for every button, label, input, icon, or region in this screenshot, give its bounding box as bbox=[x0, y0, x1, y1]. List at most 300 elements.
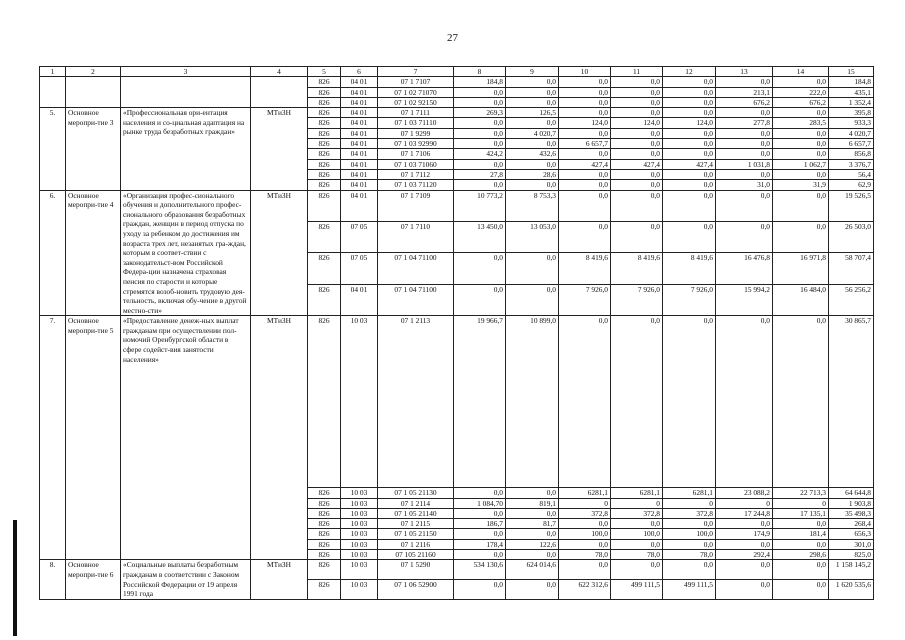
data-cell: 826 bbox=[308, 169, 341, 179]
data-cell: 0,0 bbox=[506, 488, 559, 498]
data-cell: 0,0 bbox=[506, 87, 559, 97]
margin-bar bbox=[13, 520, 17, 636]
data-cell: 656,3 bbox=[829, 529, 874, 539]
data-cell: 0,0 bbox=[506, 97, 559, 107]
data-cell: 0,0 bbox=[611, 190, 663, 221]
data-cell: 8 753,3 bbox=[506, 190, 559, 221]
data-cell: 181,4 bbox=[773, 529, 829, 539]
data-cell: 268,4 bbox=[829, 519, 874, 529]
data-cell: 826 bbox=[308, 159, 341, 169]
data-cell: 0,0 bbox=[663, 180, 716, 190]
data-cell: 04 01 bbox=[341, 159, 378, 169]
data-cell: 0,0 bbox=[559, 149, 611, 159]
header-cell: 13 bbox=[716, 67, 773, 77]
data-cell: 0,0 bbox=[611, 87, 663, 97]
data-cell: 07 05 bbox=[341, 221, 378, 252]
data-cell: 0,0 bbox=[454, 529, 506, 539]
data-cell: 04 01 bbox=[341, 169, 378, 179]
header-cell: 1 bbox=[40, 67, 66, 77]
data-cell: 10 03 bbox=[341, 550, 378, 560]
data-cell: 0,0 bbox=[663, 108, 716, 118]
data-cell: 07 1 7106 bbox=[378, 149, 454, 159]
data-cell: 0,0 bbox=[663, 221, 716, 252]
data-cell: 825,0 bbox=[829, 550, 874, 560]
event-name-cell: «Социальные выплаты безработным гражданам в соответствии с Законом Российской Федерации от 19 апреля 1991 года bbox=[121, 560, 251, 599]
data-cell: 16 971,8 bbox=[773, 253, 829, 284]
data-cell: 826 bbox=[308, 118, 341, 128]
table-row bbox=[40, 316, 874, 488]
data-cell: 07 05 bbox=[341, 253, 378, 284]
header-cell: 2 bbox=[66, 67, 121, 77]
data-cell: 22 713,3 bbox=[773, 488, 829, 498]
data-cell: 10 899,0 bbox=[506, 316, 559, 488]
data-cell: 07 1 02 71070 bbox=[378, 87, 454, 97]
data-cell: 826 bbox=[308, 508, 341, 518]
data-cell: 0,0 bbox=[454, 488, 506, 498]
data-cell: 10 03 bbox=[341, 539, 378, 549]
data-cell: 10 03 bbox=[341, 316, 378, 488]
data-cell: 0,0 bbox=[663, 128, 716, 138]
header-cell: 4 bbox=[251, 67, 308, 77]
data-cell: 0,0 bbox=[663, 149, 716, 159]
data-cell: 58 707,4 bbox=[829, 253, 874, 284]
data-cell: 0 bbox=[559, 498, 611, 508]
data-cell: 78,0 bbox=[611, 550, 663, 560]
data-cell: 04 01 bbox=[341, 77, 378, 87]
data-cell: 0,0 bbox=[506, 284, 559, 315]
data-cell: 0,0 bbox=[663, 539, 716, 549]
header-cell: 5 bbox=[308, 67, 341, 77]
data-cell: 6281,1 bbox=[611, 488, 663, 498]
data-cell: 0,0 bbox=[506, 550, 559, 560]
data-cell: 10 03 bbox=[341, 488, 378, 498]
data-cell: 372,8 bbox=[611, 508, 663, 518]
data-cell: 07 1 2114 bbox=[378, 498, 454, 508]
data-cell: 7 926,0 bbox=[663, 284, 716, 315]
data-cell: 0,0 bbox=[716, 519, 773, 529]
event-name-cell: «Профессиональная ори-ентация населения и со-циальная адаптация на рынке труда безработных граждан» bbox=[121, 108, 251, 190]
data-cell: 04 01 bbox=[341, 284, 378, 315]
data-cell: 826 bbox=[308, 316, 341, 488]
data-cell: 07 1 7112 bbox=[378, 169, 454, 179]
data-cell: 0,0 bbox=[611, 77, 663, 87]
data-cell: 07 1 2115 bbox=[378, 519, 454, 529]
data-cell: 8 419,6 bbox=[559, 253, 611, 284]
data-cell: 676,2 bbox=[716, 97, 773, 107]
data-cell: 04 01 bbox=[341, 180, 378, 190]
data-cell: 122,6 bbox=[506, 539, 559, 549]
data-cell: 124,0 bbox=[559, 118, 611, 128]
data-cell: 124,0 bbox=[663, 118, 716, 128]
data-cell: 0 bbox=[773, 498, 829, 508]
data-cell: 826 bbox=[308, 498, 341, 508]
data-cell: 17 135,1 bbox=[773, 508, 829, 518]
data-cell: 372,8 bbox=[663, 508, 716, 518]
data-cell: 07 1 03 71060 bbox=[378, 159, 454, 169]
data-cell: 0,0 bbox=[454, 139, 506, 149]
data-cell: 0,0 bbox=[663, 316, 716, 488]
executor-cell: МТиЗН bbox=[251, 316, 308, 560]
data-cell: 0,0 bbox=[716, 190, 773, 221]
data-cell: 0,0 bbox=[454, 508, 506, 518]
data-cell: 0,0 bbox=[506, 529, 559, 539]
data-cell: 0,0 bbox=[611, 128, 663, 138]
data-cell: 424,2 bbox=[454, 149, 506, 159]
data-cell: 3 376,7 bbox=[829, 159, 874, 169]
header-cell: 10 bbox=[559, 67, 611, 77]
data-cell: 0,0 bbox=[773, 539, 829, 549]
data-cell: 07 1 5290 bbox=[378, 560, 454, 580]
data-cell: 0,0 bbox=[454, 159, 506, 169]
data-cell: 624 014,6 bbox=[506, 560, 559, 580]
data-cell: 0,0 bbox=[663, 77, 716, 87]
data-cell: 222,0 bbox=[773, 87, 829, 97]
data-cell: 0,0 bbox=[454, 87, 506, 97]
data-cell: 826 bbox=[308, 139, 341, 149]
data-cell: 298,6 bbox=[773, 550, 829, 560]
data-cell: 0,0 bbox=[506, 180, 559, 190]
data-cell: 10 03 bbox=[341, 498, 378, 508]
data-cell: 0,0 bbox=[611, 97, 663, 107]
data-cell: 0,0 bbox=[454, 253, 506, 284]
data-cell: 0,0 bbox=[663, 190, 716, 221]
data-cell: 1 062,7 bbox=[773, 159, 829, 169]
data-cell: 826 bbox=[308, 550, 341, 560]
data-cell: 0,0 bbox=[663, 560, 716, 580]
data-cell: 0,0 bbox=[611, 108, 663, 118]
data-cell: 622 312,6 bbox=[559, 580, 611, 600]
data-cell: 0,0 bbox=[716, 221, 773, 252]
data-cell: 04 01 bbox=[341, 128, 378, 138]
data-cell: 1 158 145,2 bbox=[829, 560, 874, 580]
budget-table bbox=[39, 66, 874, 600]
data-cell: 17 244,8 bbox=[716, 508, 773, 518]
event-cell bbox=[66, 77, 121, 108]
data-cell: 10 03 bbox=[341, 508, 378, 518]
data-cell: 0,0 bbox=[454, 550, 506, 560]
data-cell: 0,0 bbox=[454, 128, 506, 138]
data-cell: 04 01 bbox=[341, 149, 378, 159]
data-cell: 0,0 bbox=[559, 180, 611, 190]
data-cell: 0,0 bbox=[773, 128, 829, 138]
data-cell: 292,4 bbox=[716, 550, 773, 560]
data-cell: 07 1 7107 bbox=[378, 77, 454, 87]
data-cell: 0,0 bbox=[716, 108, 773, 118]
data-cell: 8 419,6 bbox=[611, 253, 663, 284]
data-cell: 16 476,8 bbox=[716, 253, 773, 284]
executor-cell: МТиЗН bbox=[251, 560, 308, 599]
data-cell: 26 503,0 bbox=[829, 221, 874, 252]
data-cell: 0,0 bbox=[506, 77, 559, 87]
data-cell: 435,1 bbox=[829, 87, 874, 97]
data-cell: 56,4 bbox=[829, 169, 874, 179]
data-cell: 395,8 bbox=[829, 108, 874, 118]
row-number-cell: 5. bbox=[40, 108, 66, 190]
header-cell: 15 bbox=[829, 67, 874, 77]
data-cell: 10 773,2 bbox=[454, 190, 506, 221]
data-cell: 0,0 bbox=[611, 169, 663, 179]
data-cell: 0 bbox=[663, 498, 716, 508]
data-cell: 62,9 bbox=[829, 180, 874, 190]
event-name-cell bbox=[121, 77, 251, 108]
data-cell: 184,8 bbox=[829, 77, 874, 87]
data-cell: 0,0 bbox=[611, 149, 663, 159]
data-cell: 6281,1 bbox=[559, 488, 611, 498]
data-cell: 1 352,4 bbox=[829, 97, 874, 107]
data-cell: 27,8 bbox=[454, 169, 506, 179]
header-cell: 11 bbox=[611, 67, 663, 77]
data-cell: 676,2 bbox=[773, 97, 829, 107]
data-cell: 178,4 bbox=[454, 539, 506, 549]
data-cell: 124,0 bbox=[611, 118, 663, 128]
data-cell: 100,0 bbox=[611, 529, 663, 539]
row-number-cell: 8. bbox=[40, 560, 66, 599]
data-cell: 826 bbox=[308, 284, 341, 315]
data-cell: 1 903,8 bbox=[829, 498, 874, 508]
data-cell: 100,0 bbox=[559, 529, 611, 539]
data-cell: 432,6 bbox=[506, 149, 559, 159]
data-cell: 0,0 bbox=[559, 221, 611, 252]
data-cell: 0,0 bbox=[559, 519, 611, 529]
data-cell: 78,0 bbox=[663, 550, 716, 560]
data-cell: 28,6 bbox=[506, 169, 559, 179]
data-cell: 826 bbox=[308, 529, 341, 539]
data-cell: 933,3 bbox=[829, 118, 874, 128]
data-cell: 0,0 bbox=[559, 77, 611, 87]
data-cell: 0,0 bbox=[454, 118, 506, 128]
data-cell: 0 bbox=[611, 498, 663, 508]
data-cell: 826 bbox=[308, 253, 341, 284]
data-cell: 7 926,0 bbox=[559, 284, 611, 315]
data-cell: 07 1 04 71100 bbox=[378, 284, 454, 315]
data-cell: 0,0 bbox=[663, 519, 716, 529]
data-cell: 81,7 bbox=[506, 519, 559, 529]
data-cell: 07 1 7111 bbox=[378, 108, 454, 118]
header-cell: 7 bbox=[378, 67, 454, 77]
data-cell: 184,8 bbox=[454, 77, 506, 87]
event-cell: Основное меропри-тие 5 bbox=[66, 316, 121, 560]
event-name-cell: «Предоставление денеж-ных выплат гражданам при осуществлении пол-номочий Оренбургской области в сфере содейст-вия занятости населения» bbox=[121, 316, 251, 560]
data-cell: 0,0 bbox=[663, 139, 716, 149]
event-cell: Основное меропри-тие 4 bbox=[66, 190, 121, 316]
header-cell: 12 bbox=[663, 67, 716, 77]
data-cell: 826 bbox=[308, 128, 341, 138]
data-cell: 04 01 bbox=[341, 139, 378, 149]
data-cell: 0,0 bbox=[773, 519, 829, 529]
data-cell: 126,5 bbox=[506, 108, 559, 118]
data-cell: 0,0 bbox=[506, 580, 559, 600]
data-cell: 07 1 06 52900 bbox=[378, 580, 454, 600]
data-cell: 534 130,6 bbox=[454, 560, 506, 580]
data-cell: 826 bbox=[308, 539, 341, 549]
data-cell: 07 1 2113 bbox=[378, 316, 454, 488]
data-cell: 0,0 bbox=[559, 316, 611, 488]
data-cell: 16 484,0 bbox=[773, 284, 829, 315]
data-cell: 0,0 bbox=[716, 539, 773, 549]
data-cell: 0,0 bbox=[716, 139, 773, 149]
event-cell: Основное меропри-тие 6 bbox=[66, 560, 121, 599]
data-cell: 0,0 bbox=[454, 580, 506, 600]
event-name-cell: «Организация профес-сионального обучения и дополнительного профес-сионального образования безработных граждан, женщин в период отпуска по уходу за ребенком до достижения им возраста трех лет, незанятых гра-ждан, которым в соответ-ствии с законодательст-вом Российской Федера-ции назначена страховая пенсия по старости и которые стремятся возоб-новить трудовую дея-тельность, включая обу-чение в другой местно-сти» bbox=[121, 190, 251, 316]
row-number-cell bbox=[40, 77, 66, 108]
data-cell: 64 644,8 bbox=[829, 488, 874, 498]
data-cell: 0,0 bbox=[773, 149, 829, 159]
data-cell: 6 657,7 bbox=[559, 139, 611, 149]
data-cell: 0,0 bbox=[506, 159, 559, 169]
data-cell: 8 419,6 bbox=[663, 253, 716, 284]
data-cell: 0,0 bbox=[559, 539, 611, 549]
data-cell: 0,0 bbox=[716, 560, 773, 580]
data-cell: 277,8 bbox=[716, 118, 773, 128]
data-cell: 07 1 9299 bbox=[378, 128, 454, 138]
data-cell: 427,4 bbox=[663, 159, 716, 169]
data-cell: 0,0 bbox=[716, 77, 773, 87]
data-cell: 213,1 bbox=[716, 87, 773, 97]
data-cell: 0,0 bbox=[559, 108, 611, 118]
data-cell: 23 088,2 bbox=[716, 488, 773, 498]
data-cell: 826 bbox=[308, 180, 341, 190]
data-cell: 6 657,7 bbox=[829, 139, 874, 149]
data-cell: 0,0 bbox=[663, 169, 716, 179]
data-cell: 31,0 bbox=[716, 180, 773, 190]
data-cell: 30 865,7 bbox=[829, 316, 874, 488]
data-cell: 826 bbox=[308, 488, 341, 498]
data-cell: 07 1 03 71110 bbox=[378, 118, 454, 128]
header-cell: 3 bbox=[121, 67, 251, 77]
data-cell: 0,0 bbox=[773, 169, 829, 179]
data-cell: 0,0 bbox=[506, 253, 559, 284]
data-cell: 07 1 7109 bbox=[378, 190, 454, 221]
data-cell: 19 966,7 bbox=[454, 316, 506, 488]
data-cell: 04 01 bbox=[341, 97, 378, 107]
executor-cell bbox=[251, 77, 308, 108]
data-cell: 826 bbox=[308, 560, 341, 580]
data-cell: 0,0 bbox=[773, 77, 829, 87]
data-cell: 07 1 03 92990 bbox=[378, 139, 454, 149]
data-cell: 0,0 bbox=[716, 128, 773, 138]
data-cell: 0,0 bbox=[454, 284, 506, 315]
data-cell: 0,0 bbox=[506, 508, 559, 518]
row-number-cell: 6. bbox=[40, 190, 66, 316]
data-cell: 0,0 bbox=[773, 316, 829, 488]
data-cell: 0,0 bbox=[773, 221, 829, 252]
data-cell: 0 bbox=[716, 498, 773, 508]
data-cell: 499 111,5 bbox=[663, 580, 716, 600]
data-cell: 04 01 bbox=[341, 87, 378, 97]
data-cell: 4 020,7 bbox=[506, 128, 559, 138]
data-cell: 10 03 bbox=[341, 580, 378, 600]
data-cell: 0,0 bbox=[559, 97, 611, 107]
page-number: 27 bbox=[447, 32, 458, 44]
data-cell: 0,0 bbox=[559, 190, 611, 221]
data-cell: 427,4 bbox=[559, 159, 611, 169]
data-cell: 07 105 21160 bbox=[378, 550, 454, 560]
data-cell: 826 bbox=[308, 97, 341, 107]
data-cell: 0,0 bbox=[773, 560, 829, 580]
data-cell: 04 01 bbox=[341, 190, 378, 221]
data-cell: 301,0 bbox=[829, 539, 874, 549]
data-cell: 100,0 bbox=[663, 529, 716, 539]
data-cell: 269,3 bbox=[454, 108, 506, 118]
data-cell: 186,7 bbox=[454, 519, 506, 529]
table-row bbox=[40, 190, 874, 221]
header-cell: 9 bbox=[506, 67, 559, 77]
data-cell: 04 01 bbox=[341, 118, 378, 128]
data-cell: 6281,1 bbox=[663, 488, 716, 498]
row-number-cell: 7. bbox=[40, 316, 66, 560]
data-cell: 10 03 bbox=[341, 519, 378, 529]
data-cell: 0,0 bbox=[663, 97, 716, 107]
data-cell: 0,0 bbox=[454, 180, 506, 190]
data-cell: 07 1 02 92150 bbox=[378, 97, 454, 107]
data-cell: 1 084,70 bbox=[454, 498, 506, 508]
data-cell: 0,0 bbox=[454, 97, 506, 107]
data-cell: 0,0 bbox=[559, 87, 611, 97]
executor-cell: МТиЗН bbox=[251, 190, 308, 316]
data-cell: 826 bbox=[308, 580, 341, 600]
data-cell: 0,0 bbox=[611, 180, 663, 190]
table-row bbox=[40, 108, 874, 118]
table-row bbox=[40, 560, 874, 580]
data-cell: 174,9 bbox=[716, 529, 773, 539]
data-cell: 15 994,2 bbox=[716, 284, 773, 315]
data-cell: 07 1 05 21130 bbox=[378, 488, 454, 498]
data-cell: 0,0 bbox=[716, 580, 773, 600]
data-cell: 826 bbox=[308, 221, 341, 252]
data-cell: 0,0 bbox=[611, 539, 663, 549]
header-cell: 6 bbox=[341, 67, 378, 77]
data-cell: 07 1 05 21150 bbox=[378, 529, 454, 539]
data-cell: 13 450,0 bbox=[454, 221, 506, 252]
data-cell: 819,1 bbox=[506, 498, 559, 508]
data-cell: 0,0 bbox=[559, 169, 611, 179]
data-cell: 0,0 bbox=[611, 139, 663, 149]
event-cell: Основное меропри-тие 3 bbox=[66, 108, 121, 190]
data-cell: 07 1 05 21140 bbox=[378, 508, 454, 518]
data-cell: 826 bbox=[308, 519, 341, 529]
data-cell: 0,0 bbox=[506, 118, 559, 128]
executor-cell: МТиЗН bbox=[251, 108, 308, 190]
data-cell: 0,0 bbox=[611, 519, 663, 529]
data-cell: 826 bbox=[308, 108, 341, 118]
data-cell: 0,0 bbox=[773, 190, 829, 221]
data-cell: 35 498,3 bbox=[829, 508, 874, 518]
data-cell: 283,5 bbox=[773, 118, 829, 128]
data-cell: 10 03 bbox=[341, 529, 378, 539]
header-cell: 8 bbox=[454, 67, 506, 77]
data-cell: 07 1 03 71120 bbox=[378, 180, 454, 190]
data-cell: 1 620 535,6 bbox=[829, 580, 874, 600]
data-cell: 0,0 bbox=[611, 221, 663, 252]
data-cell: 0,0 bbox=[773, 580, 829, 600]
data-cell: 0,0 bbox=[716, 316, 773, 488]
data-cell: 0,0 bbox=[611, 560, 663, 580]
data-cell: 0,0 bbox=[716, 149, 773, 159]
data-cell: 826 bbox=[308, 149, 341, 159]
data-cell: 78,0 bbox=[559, 550, 611, 560]
data-cell: 13 053,0 bbox=[506, 221, 559, 252]
data-cell: 7 926,0 bbox=[611, 284, 663, 315]
data-cell: 427,4 bbox=[611, 159, 663, 169]
data-cell: 826 bbox=[308, 190, 341, 221]
data-cell: 0,0 bbox=[506, 139, 559, 149]
data-cell: 04 01 bbox=[341, 108, 378, 118]
data-cell: 07 1 7110 bbox=[378, 221, 454, 252]
data-cell: 826 bbox=[308, 77, 341, 87]
table-row bbox=[40, 77, 874, 87]
data-cell: 0,0 bbox=[716, 169, 773, 179]
header-cell: 14 bbox=[773, 67, 829, 77]
